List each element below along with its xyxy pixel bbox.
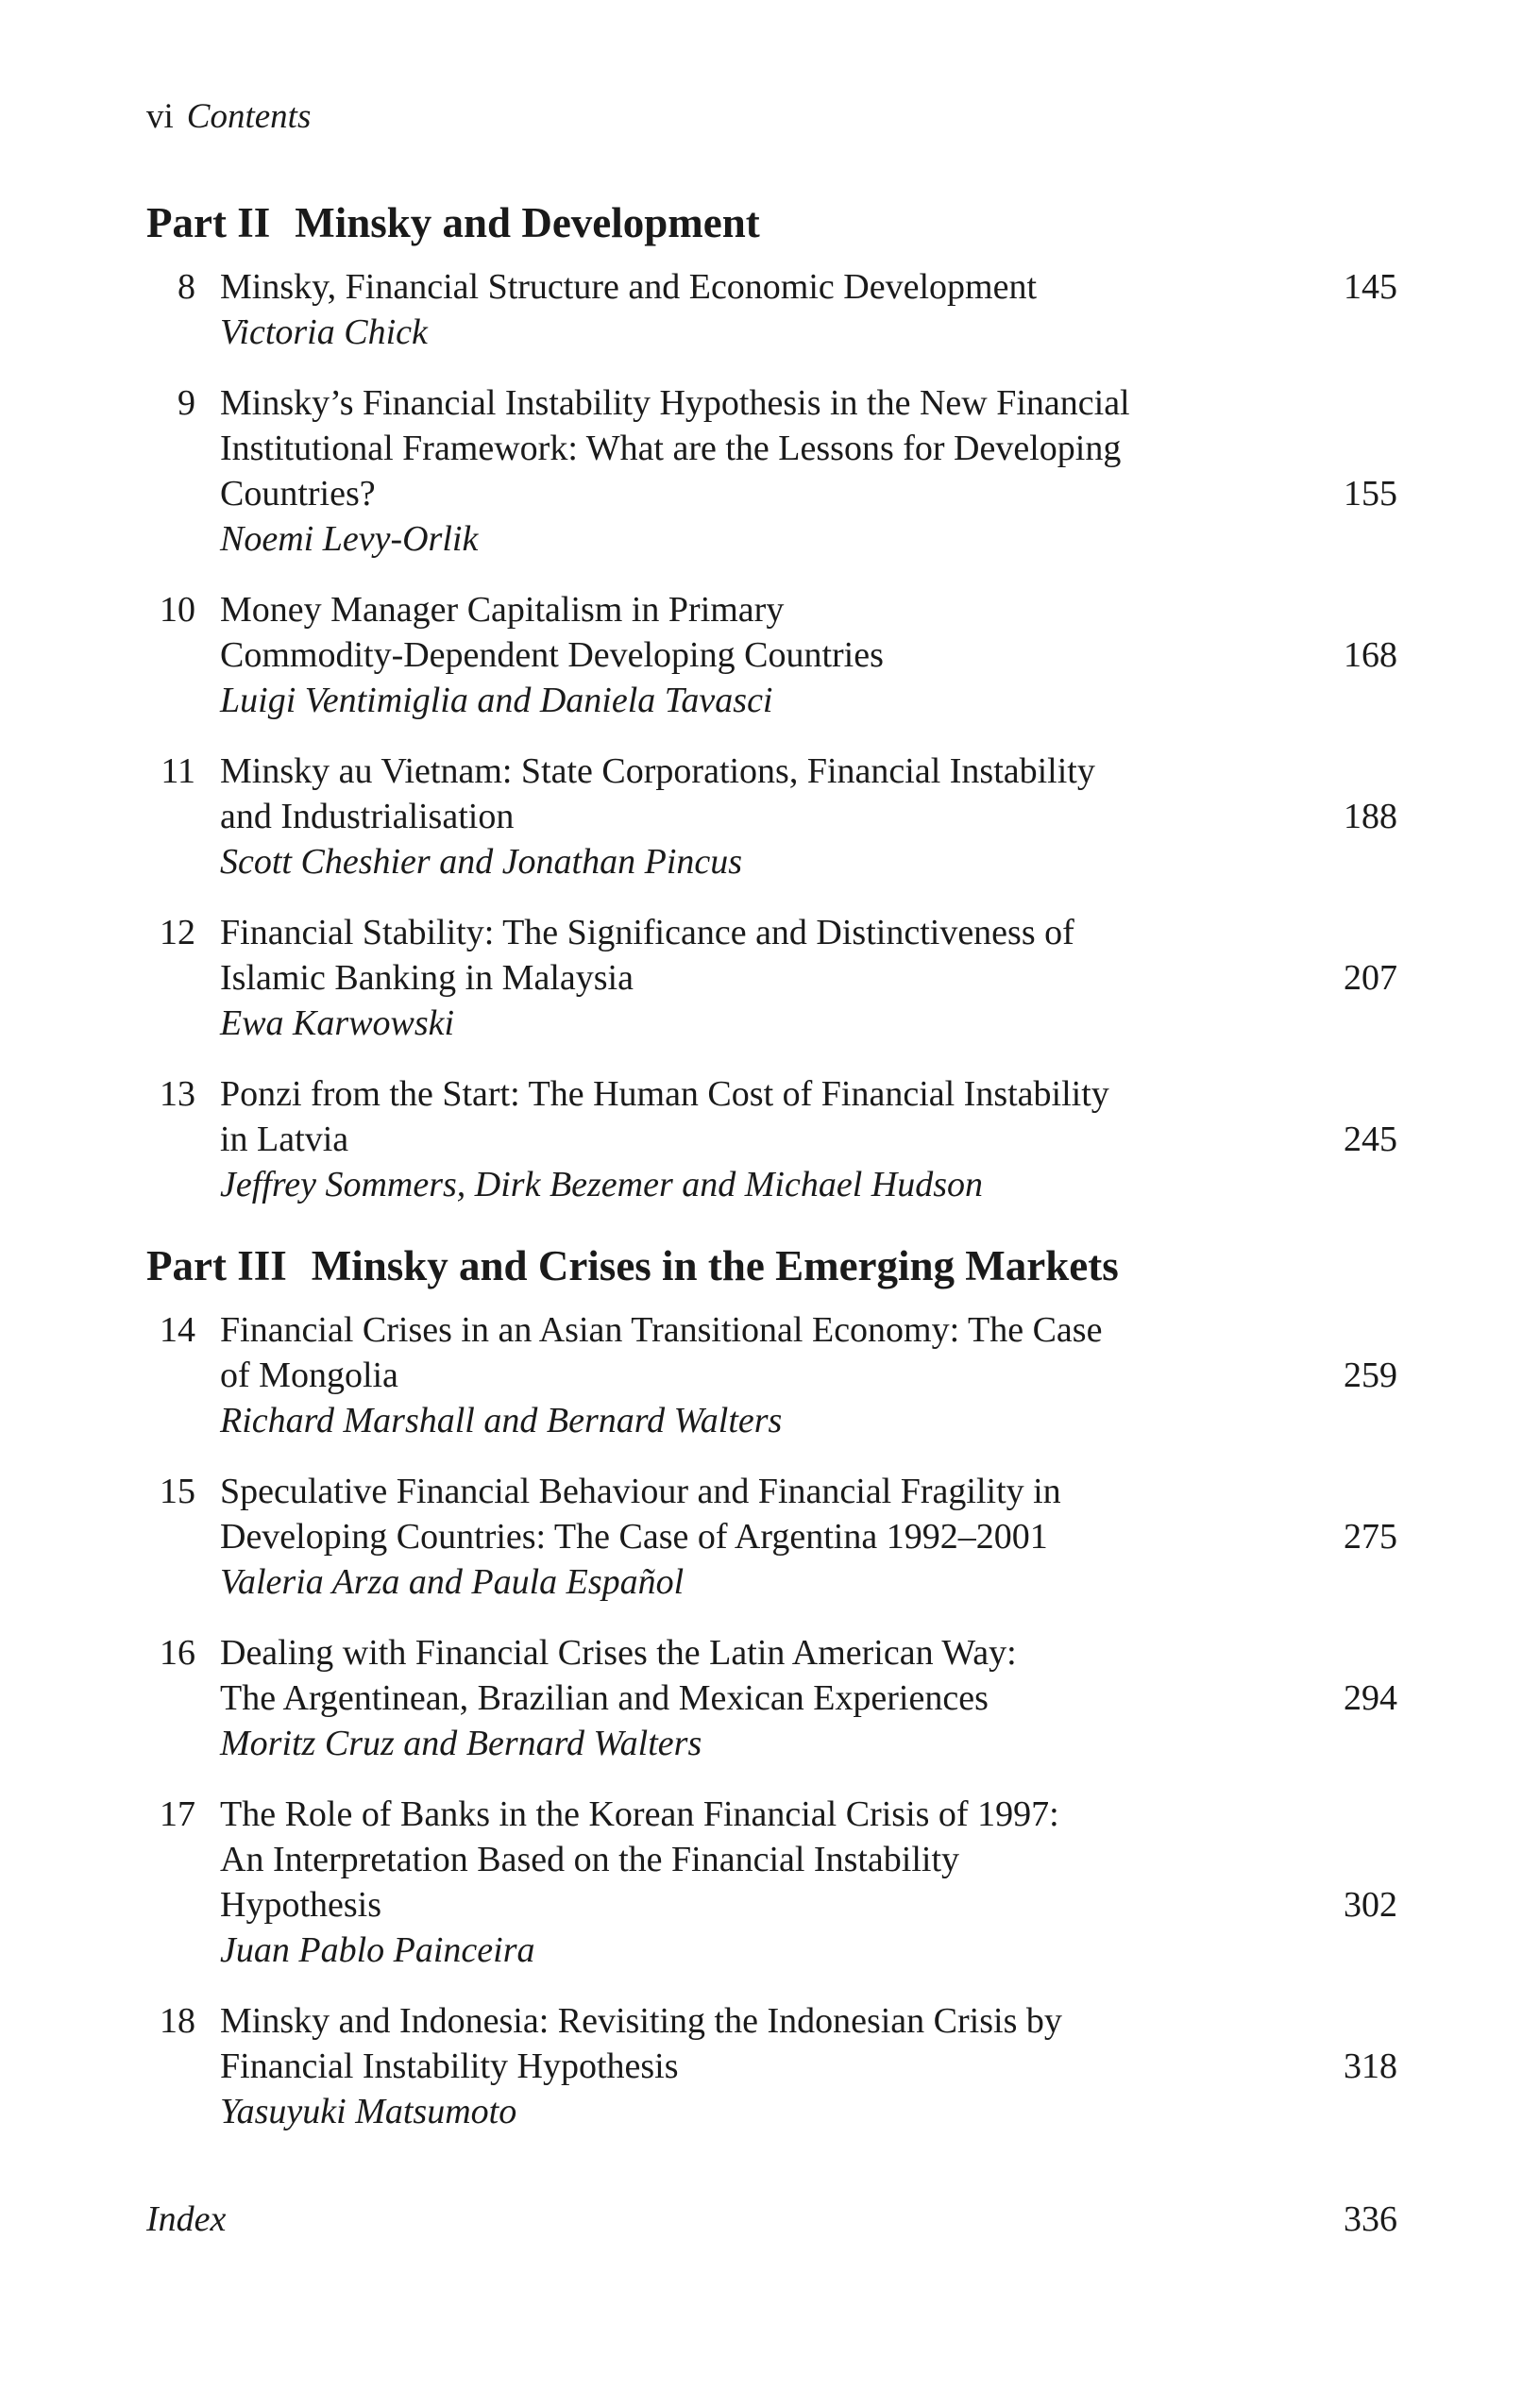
chapter-page-number: 275: [1344, 1517, 1397, 1557]
part-label: Part II: [146, 199, 271, 246]
chapter-title-line: Financial Stability: The Significance and Distinctiveness of: [220, 913, 1074, 952]
running-head-title: Contents: [186, 97, 312, 136]
chapter-number: 17: [160, 1794, 195, 1834]
chapter-title-line: Ponzi from the Start: The Human Cost of Financial Instability: [220, 1074, 1109, 1114]
chapter-title-line: Institutional Framework: What are the Lessons for Developing: [220, 429, 1122, 468]
chapter-author: Luigi Ventimiglia and Daniela Tavasci: [220, 681, 773, 720]
chapter-title-line: Commodity-Dependent Developing Countries: [220, 635, 884, 675]
part-heading: [146, 1241, 1397, 1290]
chapter-title-line: and Industrialisation: [220, 797, 515, 836]
toc-parts: [146, 198, 1397, 2134]
chapter-author: Jeffrey Sommers, Dirk Bezemer and Michael Hudson: [220, 1165, 984, 1204]
chapter-title-line: The Argentinean, Brazilian and Mexican Experiences: [220, 1678, 989, 1718]
chapter-page-number: 207: [1344, 958, 1397, 998]
toc-entry[interactable]: [146, 1792, 1397, 1973]
chapter-title-line: Minsky’s Financial Instability Hypothesis in the New Financial: [220, 383, 1130, 423]
chapter-title-line: The Role of Banks in the Korean Financial Crisis of 1997:: [220, 1794, 1059, 1834]
chapter-title-line: in Latvia: [220, 1120, 349, 1159]
chapter-page-number: 145: [1344, 267, 1397, 307]
chapter-page-number: 259: [1344, 1356, 1397, 1395]
chapter-title-line: An Interpretation Based on the Financial Instability: [220, 1840, 960, 1879]
toc-entry[interactable]: [146, 749, 1397, 884]
chapter-title-line: Money Manager Capitalism in Primary: [220, 590, 785, 630]
chapter-number: 8: [178, 267, 195, 307]
chapter-number: 12: [160, 913, 195, 952]
index-page-number: 336: [1344, 2199, 1397, 2239]
chapter-page-number: 294: [1344, 1678, 1397, 1718]
chapter-number: 9: [178, 383, 195, 423]
toc-entry[interactable]: [146, 1630, 1397, 1766]
chapter-page-number: 155: [1344, 474, 1397, 514]
contents-page: [146, 94, 1397, 2242]
part-heading: [146, 198, 1397, 247]
toc-entry[interactable]: [146, 1307, 1397, 1443]
chapter-author: Juan Pablo Painceira: [220, 1930, 535, 1970]
chapter-title-line: Dealing with Financial Crises the Latin American Way:: [220, 1633, 1017, 1673]
chapter-number: 14: [160, 1310, 195, 1350]
part-label: Part III: [146, 1242, 287, 1289]
chapter-title-line: Developing Countries: The Case of Argentina 1992–2001: [220, 1517, 1048, 1557]
toc-entry[interactable]: [146, 1998, 1397, 2134]
toc-entry[interactable]: [146, 910, 1397, 1046]
chapter-title-line: Islamic Banking in Malaysia: [220, 958, 634, 998]
toc-index-entry[interactable]: [146, 2197, 1397, 2242]
chapter-author: Valeria Arza and Paula Español: [220, 1562, 685, 1602]
chapter-page-number: 318: [1344, 2046, 1397, 2086]
chapter-title-line: Minsky au Vietnam: State Corporations, Financial Instability: [220, 751, 1095, 791]
chapter-number: 13: [160, 1074, 195, 1114]
part-title: Minsky and Development: [295, 199, 760, 246]
chapter-title-line: Countries?: [220, 474, 376, 514]
toc-part: [146, 198, 1397, 1207]
chapter-number: 18: [160, 2001, 195, 2041]
chapter-title-line: Financial Instability Hypothesis: [220, 2046, 679, 2086]
toc-entry[interactable]: [146, 587, 1397, 723]
chapter-number: 15: [160, 1472, 195, 1511]
chapter-title-line: of Mongolia: [220, 1356, 398, 1395]
toc-entry[interactable]: [146, 380, 1397, 562]
chapter-author: Yasuyuki Matsumoto: [220, 2092, 517, 2131]
chapter-title-line: Financial Crises in an Asian Transitional Economy: The Case: [220, 1310, 1103, 1350]
chapter-number: 16: [160, 1633, 195, 1673]
chapter-author: Noemi Levy-Orlik: [220, 519, 479, 559]
chapter-number: 10: [160, 590, 195, 630]
index-label: Index: [146, 2199, 227, 2239]
chapter-page-number: 188: [1344, 797, 1397, 836]
chapter-title-line: Minsky, Financial Structure and Economic Development: [220, 267, 1038, 307]
chapter-number: 11: [161, 751, 195, 791]
toc-entry[interactable]: [146, 264, 1397, 355]
part-title: Minsky and Crises in the Emerging Markets: [311, 1242, 1119, 1289]
chapter-author: Ewa Karwowski: [220, 1003, 455, 1043]
chapter-author: Richard Marshall and Bernard Walters: [220, 1401, 783, 1440]
chapter-title-line: Speculative Financial Behaviour and Financial Fragility in: [220, 1472, 1061, 1511]
toc-part: [146, 1241, 1397, 2134]
page-folio: vi: [146, 97, 174, 136]
chapter-title-line: Hypothesis: [220, 1885, 381, 1925]
chapter-page-number: 245: [1344, 1120, 1397, 1159]
chapter-page-number: 302: [1344, 1885, 1397, 1925]
running-head: [146, 94, 1397, 140]
chapter-author: Scott Cheshier and Jonathan Pincus: [220, 842, 743, 882]
toc-entry[interactable]: [146, 1469, 1397, 1605]
chapter-title-line: Minsky and Indonesia: Revisiting the Indonesian Crisis by: [220, 2001, 1062, 2041]
toc-entry[interactable]: [146, 1071, 1397, 1207]
chapter-page-number: 168: [1344, 635, 1397, 675]
chapter-author: Victoria Chick: [220, 312, 428, 352]
chapter-author: Moritz Cruz and Bernard Walters: [220, 1724, 702, 1763]
